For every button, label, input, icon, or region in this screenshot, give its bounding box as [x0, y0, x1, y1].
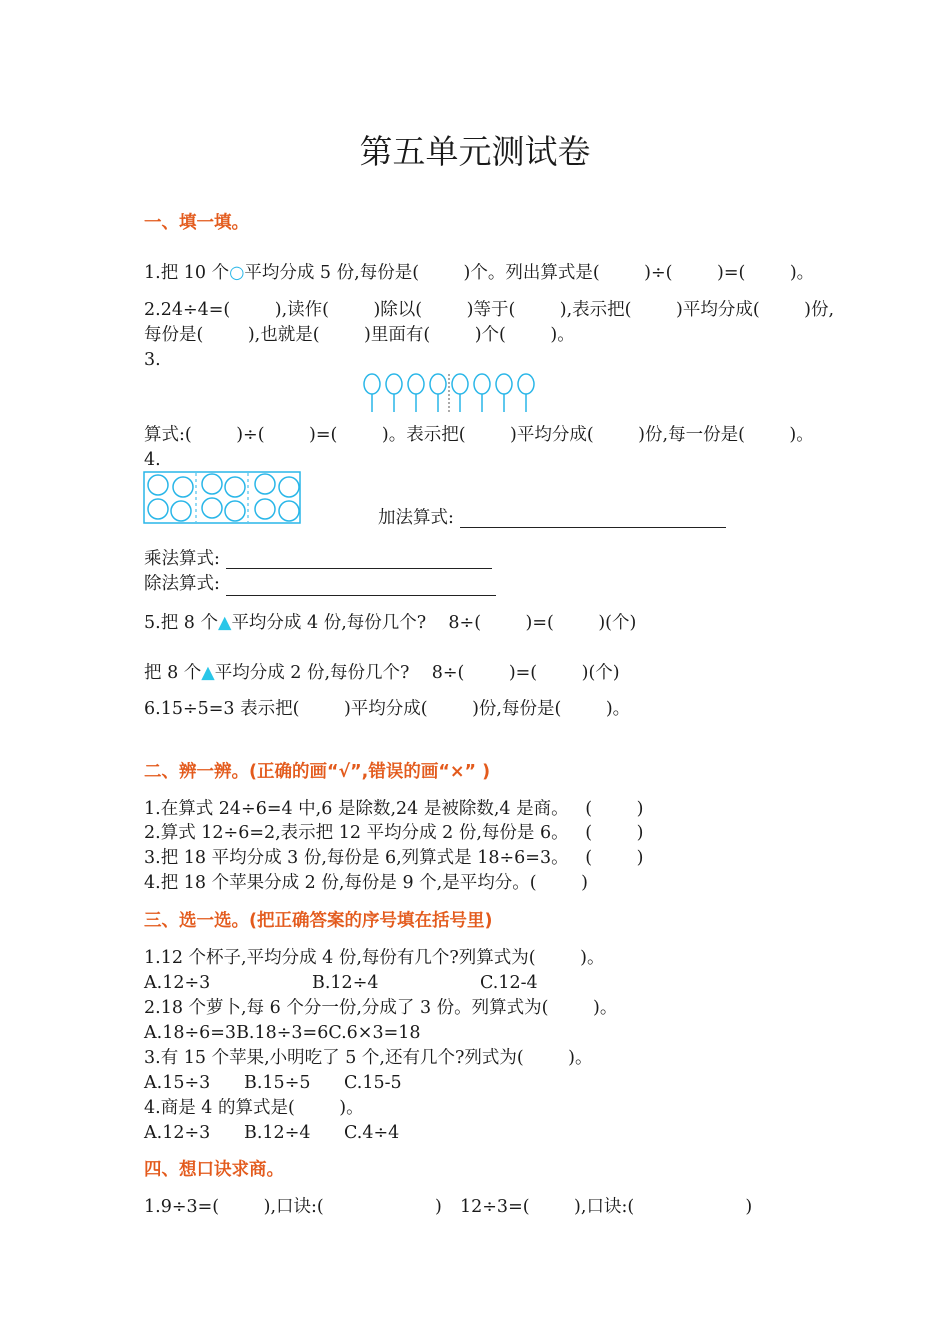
page-title: 第五单元测试卷	[359, 132, 591, 171]
circle-icon: ○	[229, 263, 245, 283]
q1-5-line2	[144, 665, 620, 683]
q1-4-multiplication-label: 乘法算式:	[144, 549, 220, 569]
q3-4-option-b: B.12÷4	[244, 1123, 311, 1143]
circles-grid-figure	[143, 471, 303, 526]
q1-5-text-a2: 把 8 个	[144, 663, 202, 683]
q3-4-option-c: C.4÷4	[344, 1123, 400, 1143]
q2-4: 4.把 18 个苹果分成 2 份,每份是 9 个,是平均分。( )	[144, 873, 588, 893]
multiplication-answer-line	[226, 568, 492, 569]
section-2-heading: 二、辨一辨。(正确的画“√”,错误的画“×” )	[144, 762, 491, 782]
q3-3-option-b: B.15÷5	[244, 1073, 311, 1093]
q3-3: 3.有 15 个苹果,小明吃了 5 个,还有几个?列式为( )。	[144, 1048, 593, 1068]
balloons-figure	[360, 372, 540, 416]
section-3-heading: 三、选一选。(把正确答案的序号填在括号里)	[144, 911, 493, 931]
q1-2-line2: 每份是( ),也就是( )里面有( )个( )。	[144, 325, 575, 345]
q1-5-line1	[144, 615, 636, 633]
q1-1	[144, 265, 814, 283]
q1-1-text-b: 平均分成 5 份,每份是( )个。列出算式是( )÷( )=( )。	[244, 263, 815, 283]
q3-1-option-c: C.12-4	[480, 973, 538, 993]
q1-6: 6.15÷5=3 表示把( )平均分成( )份,每份是( )。	[144, 699, 631, 719]
triangle-icon: ▲	[217, 613, 232, 633]
q1-5-text-b2: 平均分成 2 份,每份几个? 8÷( )=( )(个)	[214, 663, 620, 683]
q4-1b: 12÷3=( ),口诀:( )	[460, 1197, 753, 1217]
q1-3-number: 3.	[144, 350, 161, 370]
addition-answer-line	[460, 527, 726, 528]
q3-4: 4.商是 4 的算式是( )。	[144, 1098, 364, 1118]
q3-3-option-c: C.15-5	[344, 1073, 402, 1093]
q2-1: 1.在算式 24÷6=4 中,6 是除数,24 是被除数,4 是商。 ( )	[144, 799, 644, 819]
q1-2-line1: 2.24÷4=( ),读作( )除以( )等于( ),表示把( )平均分成( )份,	[144, 300, 835, 320]
q1-5-text-a1: 5.把 8 个	[144, 613, 218, 633]
section-4-heading: 四、想口诀求商。	[144, 1160, 284, 1180]
q3-1-option-b: B.12÷4	[312, 973, 379, 993]
q3-4-option-a: A.12÷3	[144, 1123, 211, 1143]
q3-3-option-a: A.15÷3	[144, 1073, 211, 1093]
q1-4-division-label: 除法算式:	[144, 574, 220, 594]
q3-1-option-a: A.12÷3	[144, 973, 211, 993]
section-1-heading: 一、填一填。	[144, 213, 249, 233]
q1-5-text-b1: 平均分成 4 份,每份几个? 8÷( )=( )(个)	[231, 613, 637, 633]
division-answer-line	[226, 595, 496, 596]
q4-1a: 1.9÷3=( ),口诀:( )	[144, 1197, 442, 1217]
q1-3-formula: 算式:( )÷( )=( )。表示把( )平均分成( )份,每一份是( )。	[144, 425, 814, 445]
q1-4-addition-label: 加法算式:	[378, 508, 454, 528]
q2-2: 2.算式 12÷6=2,表示把 12 平均分成 2 份,每份是 6。 ( )	[144, 823, 644, 843]
q1-1-text-a: 1.把 10 个	[144, 263, 230, 283]
triangle-icon: ▲	[201, 663, 215, 683]
q2-3: 3.把 18 平均分成 3 份,每份是 6,列算式是 18÷6=3。 ( )	[144, 848, 644, 868]
q3-2-options: A.18÷6=3B.18÷3=6C.6×3=18	[144, 1023, 421, 1043]
q3-1: 1.12 个杯子,平均分成 4 份,每份有几个?列算式为( )。	[144, 948, 605, 968]
q1-4-number: 4.	[144, 450, 161, 470]
q3-2: 2.18 个萝卜,每 6 个分一份,分成了 3 份。列算式为( )。	[144, 998, 618, 1018]
